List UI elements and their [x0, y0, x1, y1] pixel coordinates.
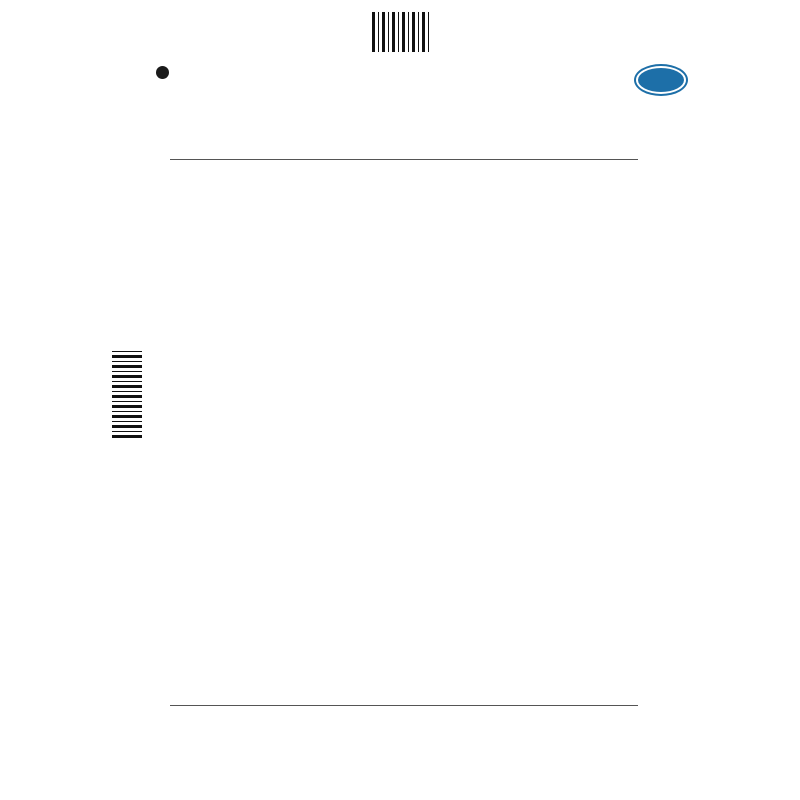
divider [170, 705, 638, 706]
divider [170, 159, 638, 160]
barcode-side [112, 350, 142, 438]
brand-mark [156, 66, 169, 79]
brand-logo [155, 64, 169, 80]
barcode-top [372, 12, 432, 52]
otc-badge [636, 66, 686, 94]
